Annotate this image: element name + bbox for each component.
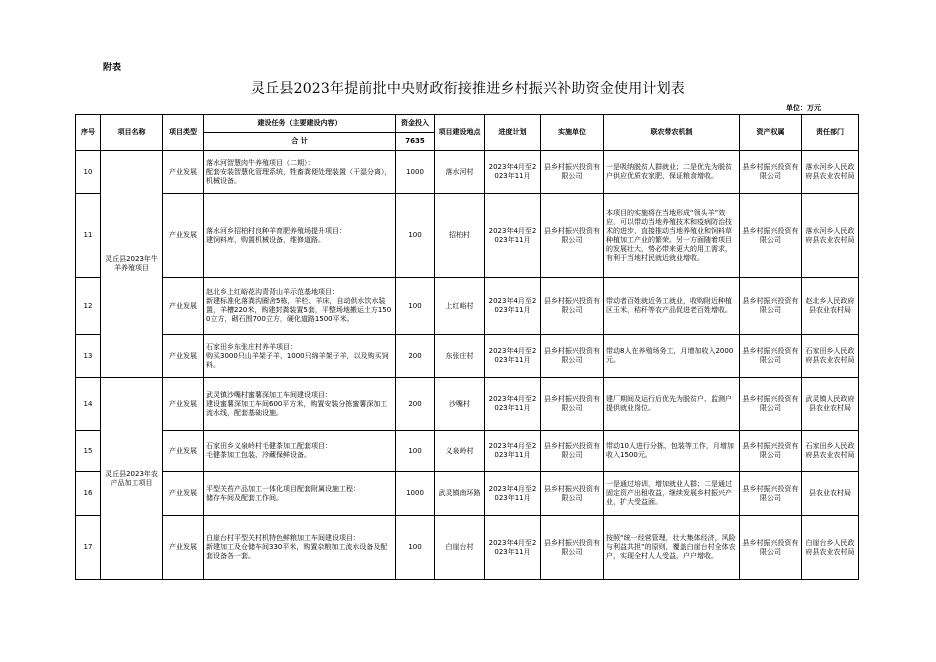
- cell-dept: 落水河乡人民政府县农业农村局: [802, 151, 859, 194]
- cell-impl-unit: 县乡村振兴投资有限公司: [541, 194, 604, 278]
- cell-location: 白崖台村: [435, 516, 485, 580]
- cell-content: 落水河乡招柏村良种羊育肥养殖场提升项目： 建饲料库，购置机械设备，维修道路。: [204, 194, 396, 278]
- cell-ownership: 县乡村振兴投资有限公司: [740, 378, 802, 431]
- cell-ownership: 县乡村振兴投资有限公司: [740, 194, 802, 278]
- cell-dept: 石家田乡人民政府县农业农村局: [802, 335, 859, 378]
- cell-content: 武灵镇沙嘴村蜜薯深加工车间建设项目： 建设蜜薯深加工车间600平方米，购置安装分拣蜜薯深加工流水线，配套基础设施。: [204, 378, 396, 431]
- cell-schedule: 2023年4月至2023年11月: [485, 151, 541, 194]
- header-fund: 资金投入: [396, 115, 435, 133]
- cell-ownership: 县乡村振兴投资有限公司: [740, 472, 802, 516]
- cell-schedule: 2023年4月至2023年11月: [485, 472, 541, 516]
- cell-no: 10: [76, 151, 101, 194]
- cell-no: 15: [76, 431, 101, 472]
- table-row: [76, 516, 859, 580]
- total-label: 合 计: [204, 133, 396, 151]
- cell-mechanism: 建厂期间及运行后优先为脱贫户、监测户提供就业岗位。: [604, 378, 740, 431]
- table-row: [76, 151, 859, 194]
- cell-dept: 赵北乡人民政府县农业农村局: [802, 278, 859, 335]
- cell-location: 招柏村: [435, 194, 485, 278]
- cell-fund: 100: [396, 431, 435, 472]
- cell-impl-unit: 县乡村振兴投资有限公司: [541, 278, 604, 335]
- cell-type: 产业发展: [163, 335, 204, 378]
- cell-impl-unit: 县乡村振兴投资有限公司: [541, 378, 604, 431]
- page-title: 灵丘县2023年提前批中央财政衔接推进乡村振兴补助资金使用计划表: [250, 81, 686, 97]
- cell-fund: 100: [396, 278, 435, 335]
- cell-fund: 1000: [396, 472, 435, 516]
- cell-location: 上红峪村: [435, 278, 485, 335]
- header-project-name: 项目名称: [101, 115, 163, 151]
- cell-impl-unit: 县乡村振兴投资有限公司: [541, 151, 604, 194]
- cell-type: 产业发展: [163, 431, 204, 472]
- unit-label: 单位：万元: [786, 104, 821, 112]
- cell-type: 产业发展: [163, 472, 204, 516]
- attachment-label: 附表: [103, 63, 122, 73]
- cell-dept: 县农业农村局: [802, 472, 859, 516]
- table-row: [76, 378, 859, 431]
- cell-mechanism: 本项目的实施将在当地形成“领头羊”效应，可以带动当地养殖技术和疫病防治技术的进步，直接推动当地养殖业和饲料草种植加工产业的繁荣。另一方面随着项目的发展壮大，势必带来更大的用工需求，有利于当地村民就近就业增收。: [604, 194, 740, 278]
- cell-type: 产业发展: [163, 151, 204, 194]
- header-mechanism: 联农带农机制: [604, 115, 740, 151]
- table-row: [76, 431, 859, 472]
- cell-location: 落水河村: [435, 151, 485, 194]
- cell-location: 武灵镇南环路: [435, 472, 485, 516]
- cell-ownership: 县乡村振兴投资有限公司: [740, 151, 802, 194]
- cell-fund: 100: [396, 194, 435, 278]
- header-no: 序号: [76, 115, 101, 151]
- cell-fund: 100: [396, 516, 435, 580]
- cell-content: 白崖台村平型关村机特色鲜粮加工车间建设项目： 新建加工及仓储车间330平米，购置杂粮加工流水设备及配套设备各一套。: [204, 516, 396, 580]
- cell-mechanism: 一是吸纳脱贫人群就业；二是优先为脱贫户供应优质农家肥，保证粮食增收。: [604, 151, 740, 194]
- table-row: [76, 194, 859, 278]
- header-content: 建设任务（主要建设内容）: [204, 115, 396, 133]
- header-project-type: 项目类型: [163, 115, 204, 151]
- table-row: [76, 278, 859, 335]
- table-header-row: [76, 115, 859, 133]
- cell-mechanism: 按照“统一经营管理，壮大集体经济，风险与利益共担”的原则，覆盖白崖台村全体农户，实现全村人人受益，户户增收。: [604, 516, 740, 580]
- cell-fund: 200: [396, 335, 435, 378]
- cell-dept: 武灵镇人民政府县农业农村局: [802, 378, 859, 431]
- cell-dept: 落水河乡人民政府县农业农村局: [802, 194, 859, 278]
- cell-schedule: 2023年4月至2023年11月: [485, 278, 541, 335]
- table-row: [76, 335, 859, 378]
- header-schedule: 进度计划: [485, 115, 541, 151]
- cell-no: 16: [76, 472, 101, 516]
- cell-type: 产业发展: [163, 516, 204, 580]
- cell-fund: 1000: [396, 151, 435, 194]
- table-row: [76, 472, 859, 516]
- cell-content: 赵北乡上红峪花沟青背山羊示范基地项目： 新建标准化落粪沟圈舍5栋，羊栏、羊床，自动供水饮水装置，羊槽220米，购建封粪装置5套，平整场地搬运土方1500立方，砌石围700立方，硬化道路1500平米。: [204, 278, 396, 335]
- group-name-processing: 灵丘县2023年农产品加工项目: [101, 378, 163, 580]
- cell-ownership: 县乡村振兴投资有限公司: [740, 431, 802, 472]
- cell-type: 产业发展: [163, 378, 204, 431]
- cell-type: 产业发展: [163, 278, 204, 335]
- cell-location: 沙嘴村: [435, 378, 485, 431]
- cell-dept: 石家田乡人民政府县农业农村局: [802, 431, 859, 472]
- cell-schedule: 2023年4月至2023年11月: [485, 516, 541, 580]
- cell-impl-unit: 县乡村振兴投资有限公司: [541, 431, 604, 472]
- fund-total: 7635: [396, 133, 435, 151]
- cell-location: 东张庄村: [435, 335, 485, 378]
- cell-ownership: 县乡村振兴投资有限公司: [740, 278, 802, 335]
- cell-location: 义泉岭村: [435, 431, 485, 472]
- cell-dept: 白崖台乡人民政府县农业农村局: [802, 516, 859, 580]
- header-dept: 责任部门: [802, 115, 859, 151]
- header-ownership: 资产权属: [740, 115, 802, 151]
- cell-type: 产业发展: [163, 194, 204, 278]
- fund-plan-table: [75, 114, 859, 580]
- cell-impl-unit: 县乡村振兴投资有限公司: [541, 516, 604, 580]
- cell-content: 平型关苔产品加工一体化项目配套附属设施工程： 储存车间及配套工作间。: [204, 472, 396, 516]
- cell-no: 13: [76, 335, 101, 378]
- cell-content: 石家田乡东张庄村养羊项目： 购买3000只山羊架子羊、1000只绵羊架子羊，以及购买饲料。: [204, 335, 396, 378]
- cell-ownership: 县乡村振兴投资有限公司: [740, 516, 802, 580]
- cell-no: 17: [76, 516, 101, 580]
- cell-mechanism: 带动者百姓就近务工就业，收购附近种植区玉米，秸秆等农产品促进老百姓增收。: [604, 278, 740, 335]
- cell-fund: 200: [396, 378, 435, 431]
- header-impl-unit: 实施单位: [541, 115, 604, 151]
- cell-schedule: 2023年4月至2023年11月: [485, 431, 541, 472]
- cell-content: 落水河智慧肉牛养殖项目（二期）： 配套安装智慧化管理系统，牲畜粪便处理装置（干湿分离），机械设备。: [204, 151, 396, 194]
- cell-impl-unit: 县乡村振兴投资有限公司: [541, 335, 604, 378]
- group-name-cattle-sheep: 灵丘县2023年牛羊养殖项目: [101, 151, 163, 378]
- cell-mechanism: 带动10人进行分拣、包装等工作，月增加收入1500元。: [604, 431, 740, 472]
- cell-schedule: 2023年4月至2023年11月: [485, 335, 541, 378]
- cell-schedule: 2023年4月至2023年11月: [485, 194, 541, 278]
- cell-mechanism: 一是通过培训，增加就业人群；二是通过固定资产出租收益，继续发展乡村振兴产业，扩大受益面。: [604, 472, 740, 516]
- cell-no: 14: [76, 378, 101, 431]
- header-location: 项目建设地点: [435, 115, 485, 151]
- cell-content: 石家田乡义泉岭村毛健茶加工配套项目： 毛健茶加工包装、冷藏保鲜设备。: [204, 431, 396, 472]
- cell-schedule: 2023年4月至2023年11月: [485, 378, 541, 431]
- cell-mechanism: 带动8人在养殖场务工，月增加收入2000元。: [604, 335, 740, 378]
- cell-no: 11: [76, 194, 101, 278]
- cell-no: 12: [76, 278, 101, 335]
- cell-ownership: 县乡村振兴投资有限公司: [740, 335, 802, 378]
- cell-impl-unit: 县乡村振兴投资有限公司: [541, 472, 604, 516]
